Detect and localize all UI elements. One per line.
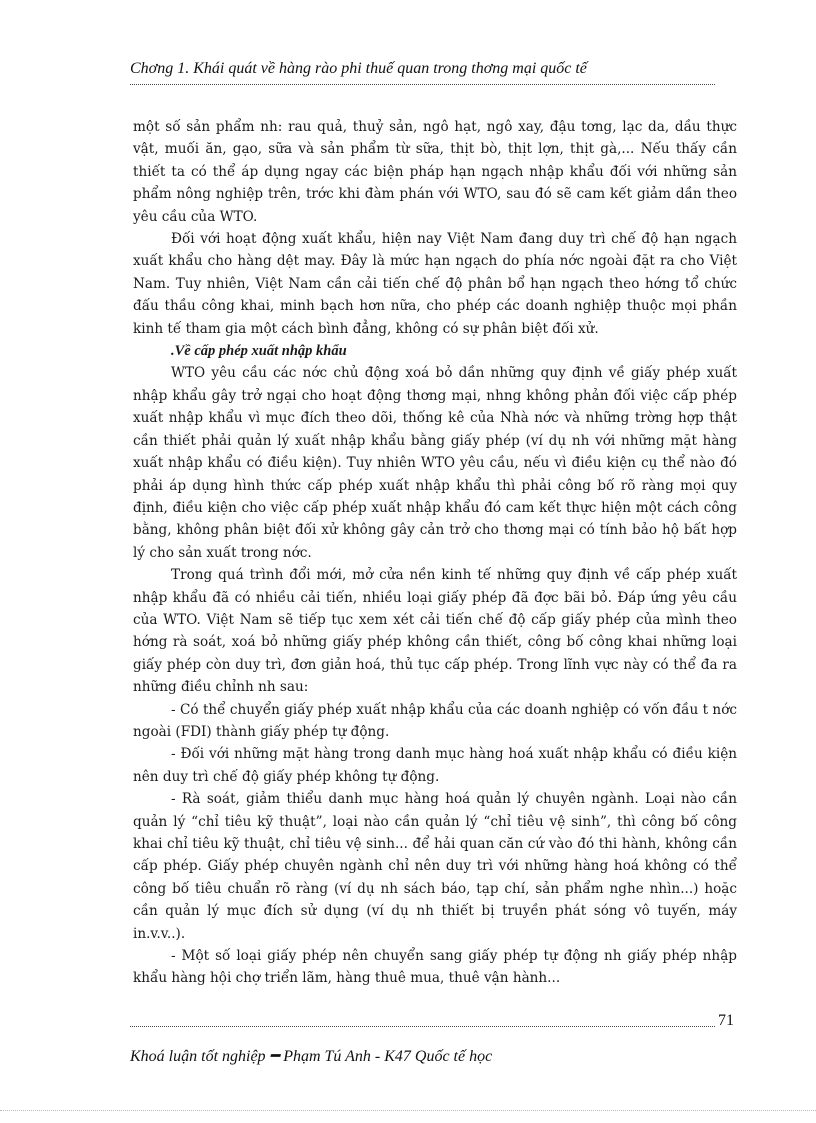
paragraph-export-quota: Đối với hoạt động xuất khẩu, hiện nay Việt Nam đang duy trì chế độ hạn ngạch xuất khẩu cho hàng dệt may. Đây là mức hạn ngạch do phía nớc ngoài đặt ra cho Việt Nam. Tuy nhiên, Việt Nam cần cải tiến chế độ phân bổ hạn ngạch theo hớng tổ chức đấu thầu công khai, minh bạch hơn nữa, cho phép các doanh nghiệp thuộc mọi phần kinh tế tham gia một cách bình đẳng, không có sự phân biệt đối xử. [133, 231, 737, 337]
paragraph-products: một số sản phẩm nh: rau quả, thuỷ sản, ngô hạt, ngô xay, đậu tơng, lạc da, dầu thực vật, muối ăn, gạo, sữa và sản phẩm từ sữa, thịt bò, thịt lợn, thịt gà,... Nếu thấy cần thiết ta có thể áp dụng ngay các biện pháp hạn ngạch nhập khẩu đối với những sản phẩm nông nghiệp trên, trớc khi đàm phán với WTO, sau đó sẽ cam kết giảm dần theo yêu cầu của WTO. [133, 119, 737, 225]
list-item-specialized: - Rà soát, giảm thiểu danh mục hàng hoá quản lý chuyên ngành. Loại nào cần quản lý “chỉ tiêu kỹ thuật”, loại nào cần quản lý “chỉ tiêu vệ sinh”, thì công bố công khai chỉ tiêu kỹ thuật, chỉ tiêu vệ sinh... để hải quan căn cứ vào đó thi hành, không cần cấp phép. Giấy phép chuyên ngành chỉ nên duy trì với những hàng hoá không có thể công bố tiêu chuẩn rõ ràng (ví dụ nh sách báo, tạp chí, sản phẩm nghe nhìn...) hoặc cần quản lý mục đích sử dụng (ví dụ nh thiết bị truyền phát sóng vô tuyến, máy in.v.v..). [133, 791, 737, 942]
paragraph-wto-licensing: WTO yêu cầu các nớc chủ động xoá bỏ dần những quy định về giấy phép xuất nhập khẩu gây trở ngại cho hoạt động thơng mại, nhng không phản đối việc cấp phép xuất nhập khẩu vì mục đích theo dõi, thống kê của Nhà nớc và những trờng hợp thật cần thiết phải quản lý xuất nhập khẩu bằng giấy phép (ví dụ nh với những mặt hàng xuất nhập khẩu có điều kiện). Tuy nhiên WTO yêu cầu, nếu vì điều kiện cụ thể nào đó phải áp dụng hình thức cấp phép xuất nhập khẩu thì phải công bố rõ ràng mọi quy định, điều kiện cho việc cấp phép xuất nhập khẩu đó cam kết thực hiện một cách công bằng, không phân biệt đối xử không gây cản trở cho thơng mại có tính bảo hộ bất hợp lý cho sản xuất trong nớc. [133, 365, 737, 561]
page-number: 71 [718, 1012, 734, 1029]
footer-thesis-line: Khoá luận tốt nghiệp ━ Phạm Tú Anh - K47 Quốc tế học [130, 1048, 493, 1065]
chapter-header: Chơng 1. Khái quát về hàng rào phi thuế quan trong thơng mại quốc tế [130, 60, 587, 77]
header-divider [130, 84, 715, 85]
page-body [133, 116, 737, 990]
page-bottom-divider [0, 1110, 816, 1111]
list-item-fdi: - Có thể chuyển giấy phép xuất nhập khẩu của các doanh nghiệp có vốn đầu t nớc ngoài (FDI) thành giấy phép tự động. [133, 701, 737, 740]
paragraph-reform: Trong quá trình đổi mới, mở cửa nền kinh tế những quy định về cấp phép xuất nhập khẩu đã có nhiều cải tiến, nhiều loại giấy phép đã đợc bãi bỏ. Đáp ứng yêu cầu của WTO. Việt Nam sẽ tiếp tục xem xét cải tiến chế độ cấp giấy phép của mình theo hớng rà soát, xoá bỏ những giấy phép không cần thiết, công bố công khai những loại giấy phép còn duy trì, đơn giản hoá, thủ tục cấp phép. Trong lĩnh vực này có thể đa ra những điều chỉnh nh sau: [133, 567, 737, 696]
section-heading-licensing: .Về cấp phép xuất nhập khẩu [171, 343, 347, 360]
list-item-automatic: - Một số loại giấy phép nên chuyển sang giấy phép tự động nh giấy phép nhập khẩu hàng hội chợ triển lãm, hàng thuê mua, thuê vận hành... [133, 948, 737, 987]
footer-divider [130, 1026, 715, 1027]
list-item-conditional: - Đối với những mặt hàng trong danh mục hàng hoá xuất nhập khẩu có điều kiện nên duy trì chế độ giấy phép không tự động. [133, 746, 737, 785]
